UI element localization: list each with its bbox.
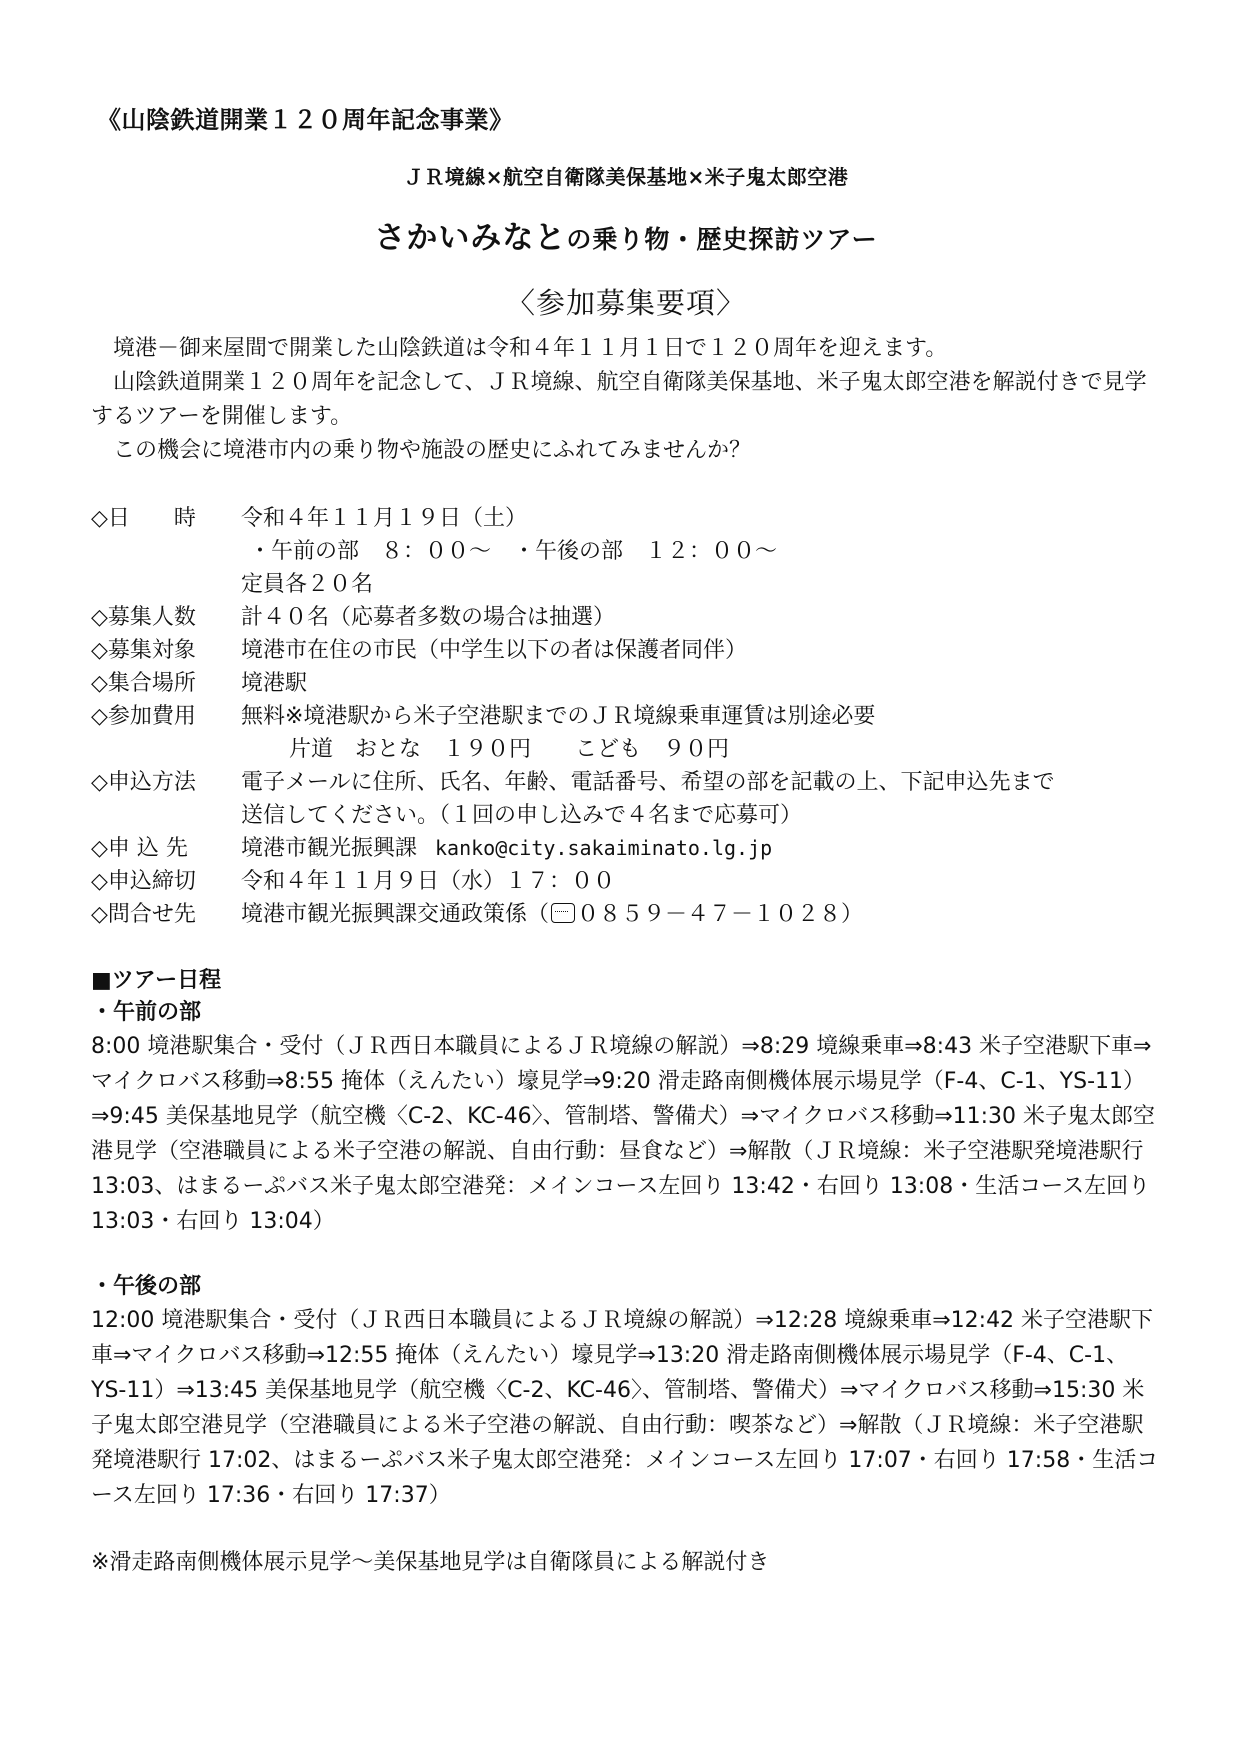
morning-title: ・午前の部 bbox=[91, 1000, 202, 1025]
detail-apply-method bbox=[91, 766, 1161, 832]
phone-number: ０８５９－４７－１０２８） bbox=[577, 902, 864, 927]
detail-fee bbox=[91, 700, 1161, 766]
intro bbox=[91, 332, 1161, 468]
intro-paragraph: この機会に境港市内の乗り物や施設の歴史にふれてみませんか？ bbox=[113, 438, 752, 463]
detail-label: ◇申込方法 bbox=[91, 770, 196, 795]
email-link[interactable]: kanko@city.sakaiminato.lg.jp bbox=[435, 836, 773, 860]
document-page bbox=[91, 100, 1161, 1579]
detail-value: 境港市在住の市民（中学生以下の者は保護者同伴） bbox=[241, 638, 748, 663]
detail-label: ◇募集対象 bbox=[91, 638, 196, 663]
series-title: 《山陰鉄道開業１２０周年記念事業》 bbox=[97, 106, 514, 134]
detail-value: 電子メールに住所、氏名、年齢、電話番号、希望の部を記載の上、下記申込先まで 送信してください。（１回の申し込みで４名まで応募可） bbox=[241, 770, 1055, 828]
detail-value: 無料※境港駅から米子空港駅までのＪＲ境線乗車運賃は別途必要 片道 おとな １９０円 こども ９０円 bbox=[241, 704, 876, 762]
tour-schedule bbox=[91, 965, 1161, 1513]
detail-apply-destination bbox=[91, 832, 1161, 865]
detail-target bbox=[91, 634, 1161, 667]
detail-value: 境港駅 bbox=[241, 671, 308, 696]
detail-place bbox=[91, 667, 1161, 700]
detail-value: 境港市観光振興課 kanko@city.sakaiminato.lg.jp bbox=[241, 836, 773, 861]
afternoon-schedule: 12:00 境港駅集合・受付（ＪＲ西日本職員によるＪＲ境線の解説）⇒12:28 境線乗車⇒12:42 米子空港駅下車⇒マイクロバス移動⇒12:55 掩体（えんたい）壕見学⇒13:20 滑走路南側機体展示場見学（F-4、C-1、YS-11）⇒13:45 美保基地見学（航空機〈C-2、KC-46〉、管制塔、警備犬）⇒マイクロバス移動⇒15:30 米子鬼太郎空港見学（空港職員による米子空港の解説、自由行動：喫茶など）⇒解散（ＪＲ境線：米子空港駅発境港駅行 17:02、はまるーぷバス米子鬼太郎空港発：メインコース左回り 17:07・右回り 17:58・生活コース左回り 17:36・右回り 17:37） bbox=[91, 1308, 1159, 1508]
details-list bbox=[91, 502, 1161, 931]
detail-label: ◇日 時 bbox=[91, 506, 196, 531]
footnote: ※滑走路南側機体展示見学～美保基地見学は自衛隊員による解説付き bbox=[91, 1550, 770, 1575]
detail-label: ◇募集人数 bbox=[91, 605, 196, 630]
detail-capacity bbox=[91, 601, 1161, 634]
subtitle: ＪＲ境線×航空自衛隊美保基地×米子鬼太郎空港 bbox=[403, 165, 849, 189]
detail-deadline bbox=[91, 865, 1161, 898]
page-title-main: さかいみなと bbox=[374, 220, 567, 256]
detail-contact bbox=[91, 898, 1161, 931]
detail-label: ◇申 込 先 bbox=[91, 836, 188, 861]
schedule-title: ■ツアー日程 bbox=[91, 968, 222, 993]
detail-label: ◇申込締切 bbox=[91, 869, 196, 894]
phone-icon bbox=[551, 903, 575, 923]
detail-value: 計４０名（応募者多数の場合は抽選） bbox=[241, 605, 616, 630]
section-heading: 〈参加募集要項〉 bbox=[505, 286, 746, 320]
page-title bbox=[91, 212, 1161, 257]
detail-label: ◇問合せ先 bbox=[91, 902, 196, 927]
detail-label: ◇集合場所 bbox=[91, 671, 196, 696]
intro-paragraph: 境港－御来屋間で開業した山陰鉄道は令和４年１１月１日で１２０周年を迎えます。 bbox=[113, 336, 948, 361]
morning-schedule: 8:00 境港駅集合・受付（ＪＲ西日本職員によるＪＲ境線の解説）⇒8:29 境線乗車⇒8:43 米子空港駅下車⇒マイクロバス移動⇒8:55 掩体（えんたい）壕見学⇒9:20 滑走路南側機体展示場見学（F-4、C-1、YS-11）⇒9:45 美保基地見学（航空機〈C-2、KC-46〉、管制塔、警備犬）⇒マイクロバス移動⇒11:30 米子鬼太郎空港見学（空港職員による米子空港の解説、自由行動：昼食など）⇒解散（ＪＲ境線：米子空港駅発境港駅行 13:03、はまるーぷバス米子鬼太郎空港発：メインコース左回り 13:42・右回り 13:08・生活コース左回り 13:03・右回り 13:04） bbox=[91, 1034, 1156, 1234]
detail-value: 令和４年１１月１９日（土） ・午前の部 ８：００～ ・午後の部 １２：００～ 定員各２０名 bbox=[241, 506, 778, 597]
detail-value: 境港市観光振興課交通政策係（ ０８５９－４７－１０２８） bbox=[241, 902, 864, 927]
detail-label: ◇参加費用 bbox=[91, 704, 196, 729]
detail-datetime bbox=[91, 502, 1161, 601]
intro-paragraph: 山陰鉄道開業１２０周年を記念して、ＪＲ境線、航空自衛隊美保基地、米子鬼太郎空港を解説付きで見学するツアーを開催します。 bbox=[91, 370, 1147, 429]
page-title-rest: の乗り物・歴史探訪ツアー bbox=[566, 225, 878, 254]
afternoon-title: ・午後の部 bbox=[91, 1274, 202, 1299]
detail-value: 令和４年１１月９日（水）１７：００ bbox=[241, 869, 616, 894]
